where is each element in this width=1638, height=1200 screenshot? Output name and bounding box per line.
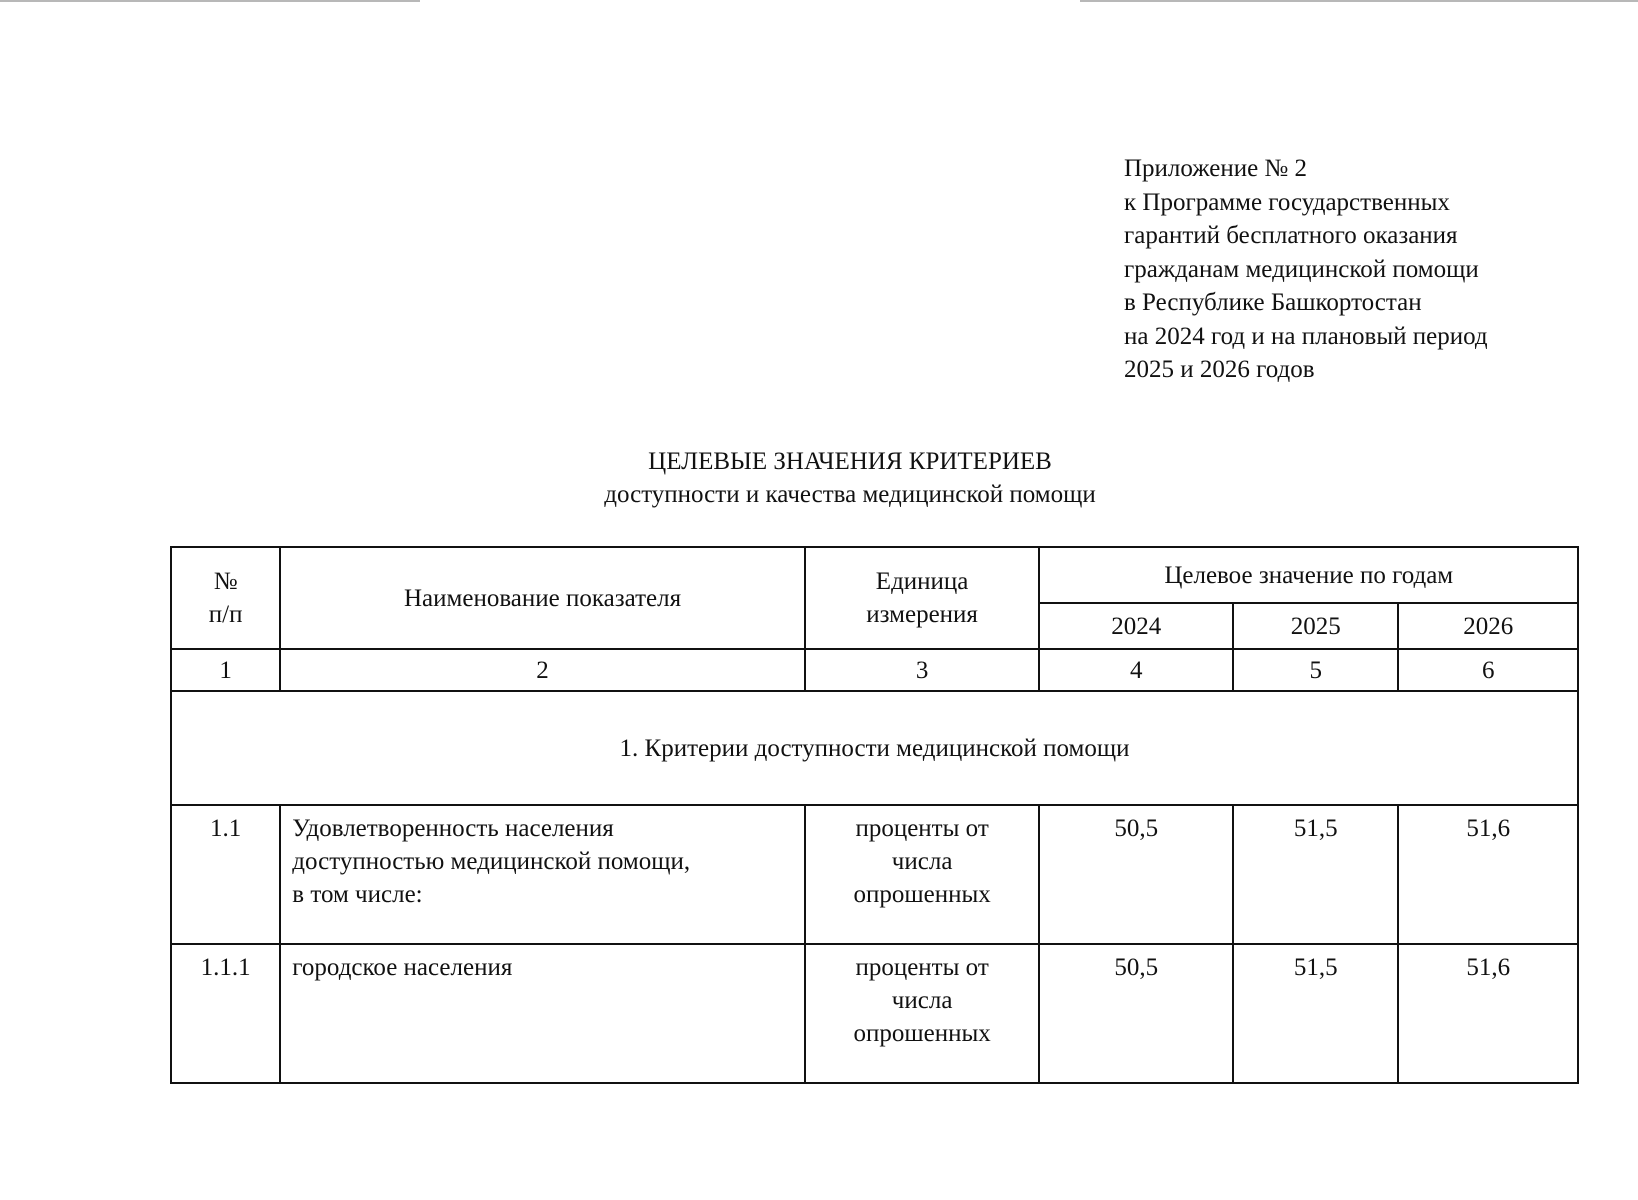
row-unit-line: проценты от [855, 954, 989, 981]
row-number: 1.1.1 [171, 944, 280, 1083]
row-name-line: доступностью медицинской помощи, [292, 848, 691, 875]
appendix-line: в Республике Башкортостан [1124, 289, 1422, 316]
header-num-line1: № [213, 568, 238, 595]
header-row [171, 547, 1578, 603]
row-number: 1.1 [171, 805, 280, 944]
header-num-line2: п/п [208, 601, 243, 628]
appendix-line: гражданам медицинской помощи [1124, 255, 1479, 283]
row-value-2026: 51,6 [1398, 805, 1578, 944]
appendix-line: Приложение № 2 [1124, 155, 1308, 182]
section-row [171, 691, 1578, 805]
row-name-line: Удовлетворенность населения [292, 815, 614, 842]
header-num [171, 547, 280, 649]
row-value-2026: 51,6 [1398, 944, 1578, 1083]
appendix-note [1124, 152, 1488, 387]
column-number-row [171, 649, 1578, 691]
section-heading: 1. Критерии доступности медицинской помощи [171, 691, 1578, 805]
column-number: 3 [805, 649, 1040, 691]
row-unit-line: опрошенных [853, 1020, 991, 1047]
criteria-table [170, 546, 1579, 1084]
appendix-line: 2025 и 2026 годов [1124, 356, 1315, 383]
row-indicator-name [280, 805, 804, 944]
title-sub: доступности и качества медицинской помощи [604, 481, 1096, 508]
row-unit-line: числа [891, 848, 953, 875]
table-row [171, 805, 1578, 944]
row-unit-line: числа [891, 987, 953, 1014]
header-name: Наименование показателя [280, 547, 804, 649]
row-value-2025: 51,5 [1233, 944, 1398, 1083]
header-year: 2024 [1039, 603, 1233, 649]
row-unit-line: опрошенных [853, 881, 991, 908]
appendix-line: к Программе государственных [1124, 188, 1450, 216]
row-name-line: городское населения [292, 954, 513, 981]
table-row [171, 944, 1578, 1083]
row-value-2025: 51,5 [1233, 805, 1398, 944]
column-number: 5 [1233, 649, 1398, 691]
column-number: 6 [1398, 649, 1578, 691]
row-indicator-name [280, 944, 804, 1083]
row-unit-line: проценты от [855, 815, 989, 842]
header-unit-line2: измерения [866, 601, 978, 628]
row-unit [805, 944, 1040, 1083]
row-value-2024: 50,5 [1039, 805, 1233, 944]
header-year: 2026 [1398, 603, 1578, 649]
row-name-line: в том числе: [292, 881, 423, 908]
column-number: 2 [280, 649, 804, 691]
header-target: Целевое значение по годам [1039, 547, 1578, 603]
row-value-2024: 50,5 [1039, 944, 1233, 1083]
column-number: 1 [171, 649, 280, 691]
header-unit [805, 547, 1040, 649]
appendix-line: на 2024 год и на плановый период [1124, 322, 1488, 350]
document-title [0, 445, 1638, 511]
appendix-line: гарантий бесплатного оказания [1124, 222, 1458, 249]
column-number: 4 [1039, 649, 1233, 691]
header-unit-line1: Единица [875, 568, 969, 595]
header-year: 2025 [1233, 603, 1398, 649]
scan-edge-line [0, 0, 1638, 2]
title-main: ЦЕЛЕВЫЕ ЗНАЧЕНИЯ КРИТЕРИЕВ [648, 448, 1052, 475]
row-unit [805, 805, 1040, 944]
